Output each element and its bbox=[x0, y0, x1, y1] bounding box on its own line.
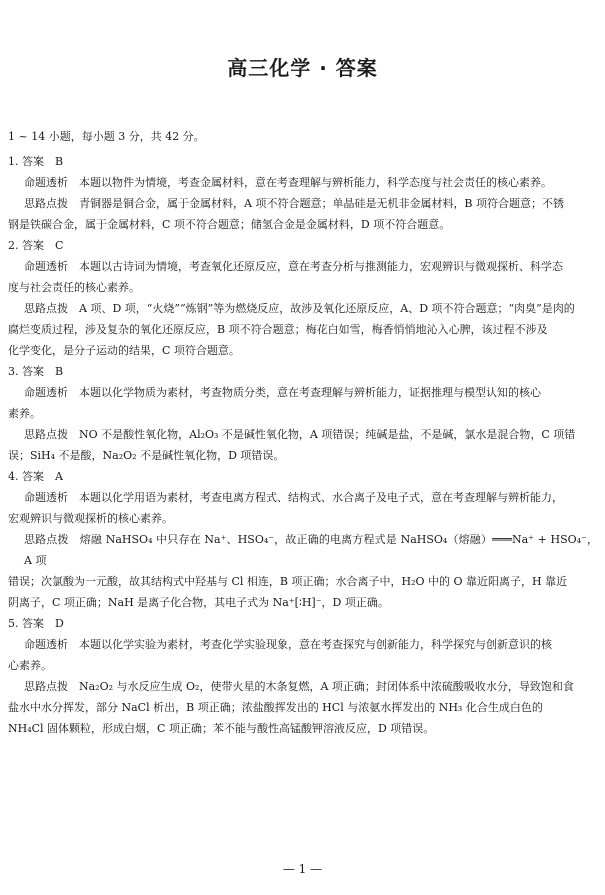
question-3-hint-line-2: 误；SiH₄ 不是酸，Na₂O₂ 不是碱性氧化物，D 项错误。 bbox=[8, 449, 285, 462]
question-1-analysis: 命题透析 本题以物件为情境，考查金属材料，意在考查理解与辨析能力，科学态度与社会责任的核心素养。 bbox=[24, 176, 552, 189]
question-2 bbox=[8, 235, 598, 361]
page-number: — 1 — bbox=[282, 862, 323, 876]
question-3-answer: 3. 答案 B bbox=[8, 365, 64, 378]
question-5-analysis-line-1: 命题透析 本题以化学实验为素材，考查化学实验现象，意在考查探究与创新能力，科学探究与创新意识的核 bbox=[24, 638, 552, 651]
question-2-answer: 2. 答案 C bbox=[8, 239, 64, 252]
question-4-hint-line-2: 错误；次氯酸为一元酸，故其结构式中羟基与 Cl 相连，B 项正确；水合离子中，H₂O 中的 O 靠近阳离子，H 靠近 bbox=[8, 575, 568, 588]
answer-content bbox=[8, 126, 598, 739]
question-4-hint-line-3: 阴离子，C 项正确；NaH 是离子化合物，其电子式为 Na⁺[∶H]⁻，D 项正确。 bbox=[8, 596, 389, 609]
question-4-analysis-line-1: 命题透析 本题以化学用语为素材，考查电离方程式、结构式、水合离子及电子式，意在考查理解与辨析能力， bbox=[24, 491, 563, 504]
question-2-analysis-line-1: 命题透析 本题以古诗词为情境，考查氧化还原反应，意在考查分析与推测能力，宏观辨识与微观探析、科学态 bbox=[24, 260, 563, 273]
question-4-answer: 4. 答案 A bbox=[8, 470, 63, 483]
page-title: 高三化学 · 答案 bbox=[227, 56, 378, 80]
question-5-analysis-line-2: 心素养。 bbox=[8, 659, 52, 672]
scoring-intro: 1 ~ 14 小题，每小题 3 分，共 42 分。 bbox=[8, 130, 205, 143]
question-5-answer: 5. 答案 D bbox=[8, 617, 64, 630]
question-5-hint-line-3: NH₄Cl 固体颗粒，形成白烟，C 项正确；苯不能与酸性高锰酸钾溶液反应，D 项错误。 bbox=[8, 722, 435, 735]
question-4-hint-line-1: 思路点拨 熔融 NaHSO₄ 中只存在 Na⁺、HSO₄⁻，故正确的电离方程式是 NaHSO₄（熔融）═══Na⁺ + HSO₄⁻，A 项 bbox=[24, 533, 598, 567]
question-1-hint-line-2: 钢是铁碳合金，属于金属材料，C 项不符合题意；储氢合金是金属材料，D 项不符合题意。 bbox=[8, 218, 451, 231]
question-2-analysis-line-2: 度与社会责任的核心素养。 bbox=[8, 281, 140, 294]
question-4-analysis-line-2: 宏观辨识与微观探析的核心素养。 bbox=[8, 512, 173, 525]
question-1-hint-line-1: 思路点拨 青铜器是铜合金，属于金属材料，A 项不符合题意；单晶硅是无机非金属材料，B 项符合题意；不锈 bbox=[24, 197, 565, 210]
question-1 bbox=[8, 151, 598, 235]
question-2-hint-line-3: 化学变化，是分子运动的结果，C 项符合题意。 bbox=[8, 344, 240, 357]
question-5-hint-line-2: 盐水中水分挥发，部分 NaCl 析出，B 项正确；浓盐酸挥发出的 HCl 与浓氨水挥发出的 NH₃ 化合生成白色的 bbox=[8, 701, 543, 714]
question-3 bbox=[8, 361, 598, 466]
question-4 bbox=[8, 466, 598, 613]
question-5-hint-line-1: 思路点拨 Na₂O₂ 与水反应生成 O₂，使带火星的木条复燃，A 项正确；封闭体系中浓硫酸吸收水分，导致饱和食 bbox=[24, 680, 574, 693]
question-3-analysis-line-1: 命题透析 本题以化学物质为素材，考查物质分类，意在考查理解与辨析能力，证据推理与模型认知的核心 bbox=[24, 386, 541, 399]
question-1-answer: 1. 答案 B bbox=[8, 155, 64, 168]
question-3-analysis-line-2: 素养。 bbox=[8, 407, 41, 420]
question-2-hint-line-1: 思路点拨 A 项、D 项，“火烧”“炼钢”等为燃烧反应，故涉及氧化还原反应，A、D 项不符合题意；“肉臭”是肉的 bbox=[24, 302, 575, 315]
question-2-hint-line-2: 腐烂变质过程，涉及复杂的氧化还原反应，B 项不符合题意；梅花白如雪，梅香悄悄地沁入心脾，该过程不涉及 bbox=[8, 323, 548, 336]
question-3-hint-line-1: 思路点拨 NO 不是酸性氧化物，Al₂O₃ 不是碱性氧化物，A 项错误；纯碱是盐，不是碱，氯水是混合物，C 项错 bbox=[24, 428, 576, 441]
question-5 bbox=[8, 613, 598, 739]
